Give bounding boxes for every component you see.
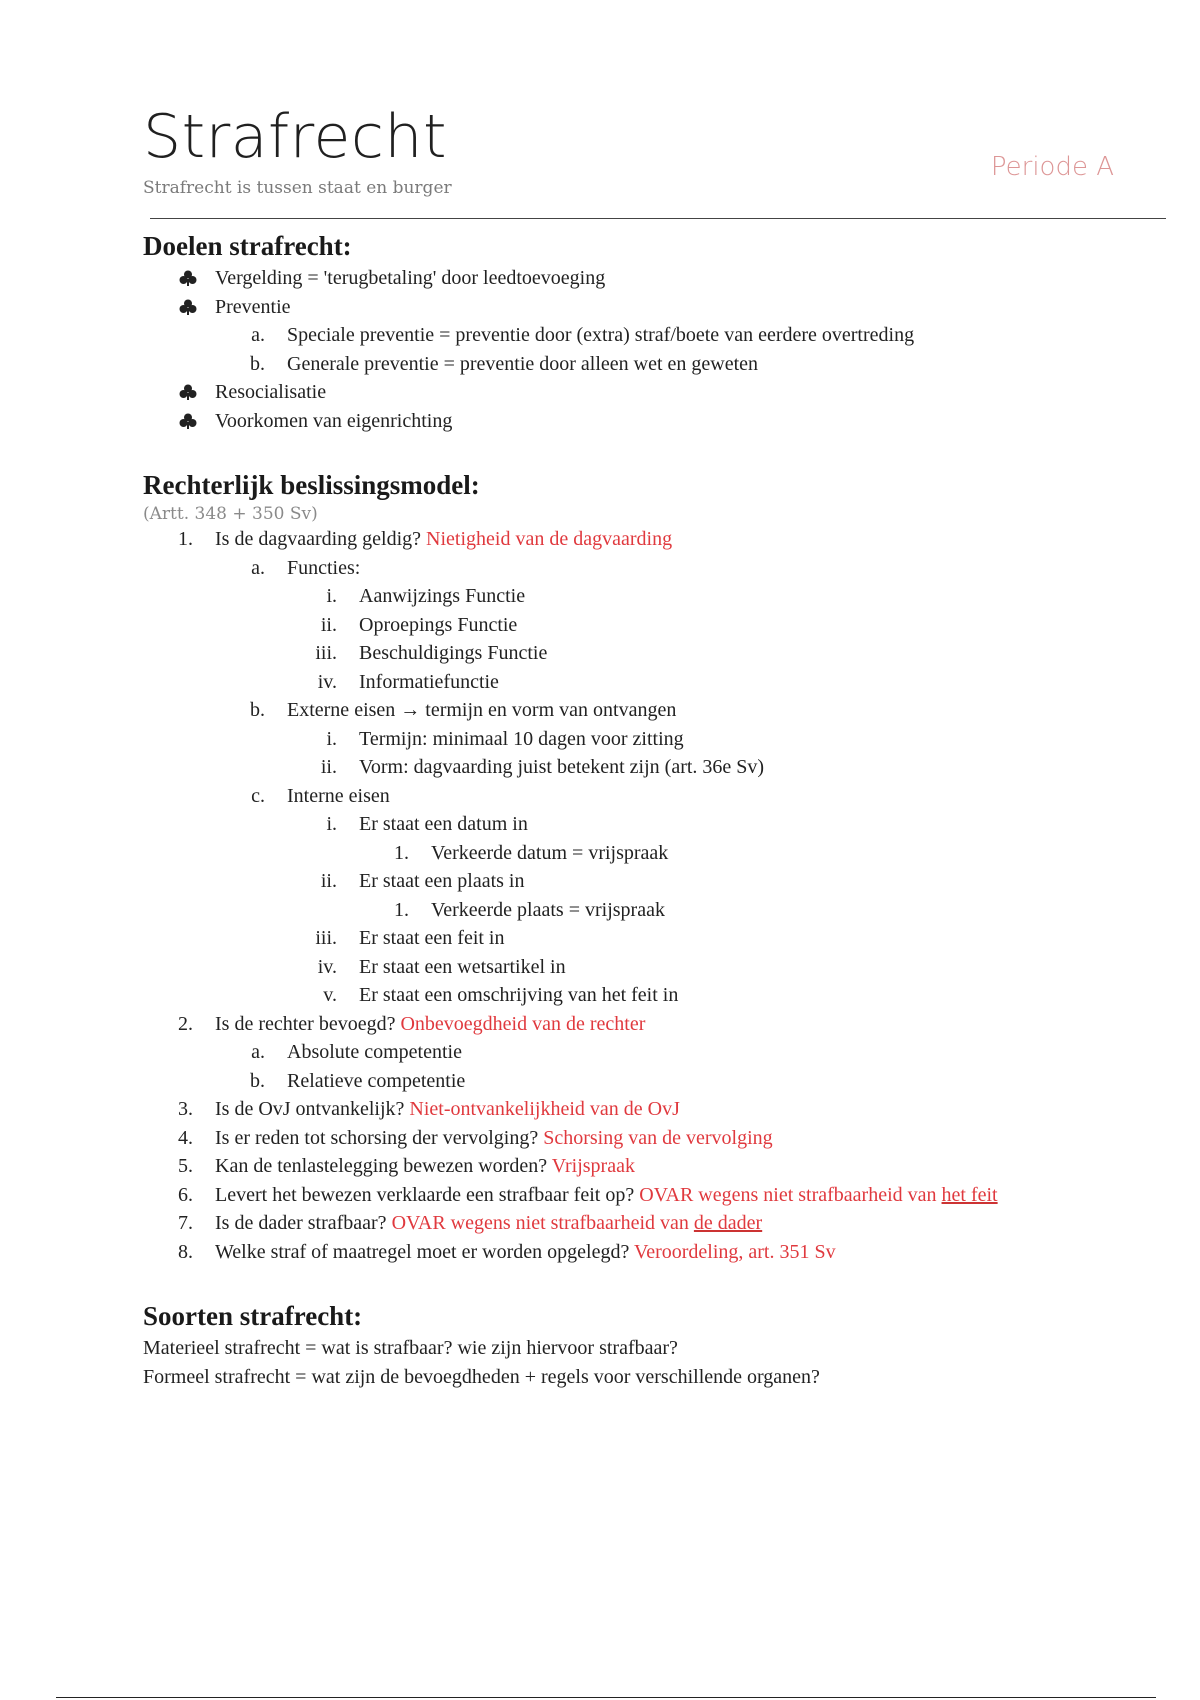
answer-text: Veroordeling, art. 351 Sv [633,1240,836,1263]
paragraph-line: Materieel strafrecht = wat is strafbaar? wie zijn hiervoor strafbaar? [143,1337,678,1359]
section-heading: Rechterlijk beslissingsmodel: [143,470,480,500]
paragraph-line: Formeel strafrecht = wat zijn de bevoegdheden + regels voor verschillende organen? [143,1365,820,1388]
clover-bullet-icon [179,299,197,315]
question-7: 7. Is de dader strafbaar? OVAR wegens niet strafbaarheid van de dader [178,1212,763,1234]
list-item: a. Absolute competentie [251,1041,462,1063]
list-item: 1. Verkeerde plaats = vrijspraak [394,898,665,921]
section-doelen [143,228,1143,435]
section-soorten [143,1298,1143,1391]
answer-text: Nietigheid van de dagvaarding [426,528,673,550]
list-item: iv. Er staat een wetsartikel in [317,955,566,978]
question-6: 6. Levert het bewezen verklaarde een strafbaar feit op? OVAR wegens niet strafbaarheid van het feit [178,1183,998,1206]
page-title: Strafrecht [143,102,447,172]
answer-text: Niet-ontvankelijkheid van de OvJ [409,1098,680,1120]
article-reference: (Artt. 348 + 350 Sv) [143,504,318,524]
period-label: Periode A [990,152,1114,182]
answer-text: Onbevoegdheid van de rechter [400,1012,646,1035]
list-item: a. Speciale preventie = preventie door (extra) straf/boete van eerdere overtreding [251,324,915,346]
list-item: Vergelding = 'terugbetaling' door leedtoevoeging [143,264,1143,293]
clover-bullet-icon [179,384,197,400]
clover-bullet-icon [179,413,197,429]
list-item: b. Generale preventie = preventie door alleen wet en geweten [250,352,759,375]
footer-divider [56,1697,1156,1698]
answer-text: Schorsing van de vervolging [543,1126,773,1149]
question-8: 8. Welke straf of maatregel moet er worden opgelegd? Veroordeling, art. 351 Sv [178,1240,836,1263]
answer-text: OVAR wegens niet strafbaarheid van [639,1183,937,1206]
section-beslissingsmodel [143,467,1143,1266]
list-item: ii. Er staat een plaats in [320,870,525,892]
list-item: iii. Er staat een feit in [315,927,505,949]
page-subtitle: Strafrecht is tussen staat en burger [143,178,452,198]
list-item: i. Termijn: minimaal 10 dagen voor zitting [326,727,684,750]
section-heading: Soorten strafrecht: [143,1301,363,1331]
list-item: Resocialisatie [143,378,1143,407]
content [143,228,1143,1423]
list-item: iv. Informatiefunctie [317,670,499,693]
section-heading: Doelen strafrecht: [143,231,352,261]
answer-underlined: het feit [941,1183,998,1206]
question-2: 2. Is de rechter bevoegd? Onbevoegdheid van de rechter [178,1012,646,1035]
list-item: a. Functies: [251,556,361,579]
list-item: i. Er staat een datum in [326,813,528,835]
list-item: Preventie [143,293,1143,322]
list-item: i. Aanwijzings Functie [326,585,526,607]
list-item: c. Interne eisen [251,784,390,807]
list-item: b. Externe eisen → termijn en vorm van ontvangen [250,699,677,721]
question-1: 1. Is de dagvaarding geldig? Nietigheid van de dagvaarding [178,528,673,550]
question-3: 3. Is de OvJ ontvankelijk? Niet-ontvankelijkheid van de OvJ [178,1098,680,1120]
list-item: b. Relatieve competentie [250,1069,466,1092]
answer-underlined: de dader [693,1212,763,1234]
list-item: iii. Beschuldigings Functie [315,642,548,664]
list-item: ii. Oproepings Functie [320,613,518,636]
clover-bullet-icon [179,270,197,286]
list-item: 1. Verkeerde datum = vrijspraak [394,841,669,864]
question-4: 4. Is er reden tot schorsing der vervolging? Schorsing van de vervolging [178,1126,773,1149]
list-item: v. Er staat een omschrijving van het feit in [323,984,679,1006]
question-5: 5. Kan de tenlastelegging bewezen worden? Vrijspraak [178,1155,635,1177]
answer-text: Vrijspraak [551,1155,635,1177]
header-divider [150,218,1166,219]
list-item: ii. Vorm: dagvaarding juist betekent zijn (art. 36e Sv) [320,756,765,778]
list-item: Voorkomen van eigenrichting [143,407,1143,436]
answer-text: OVAR wegens niet strafbaarheid van [391,1212,689,1234]
